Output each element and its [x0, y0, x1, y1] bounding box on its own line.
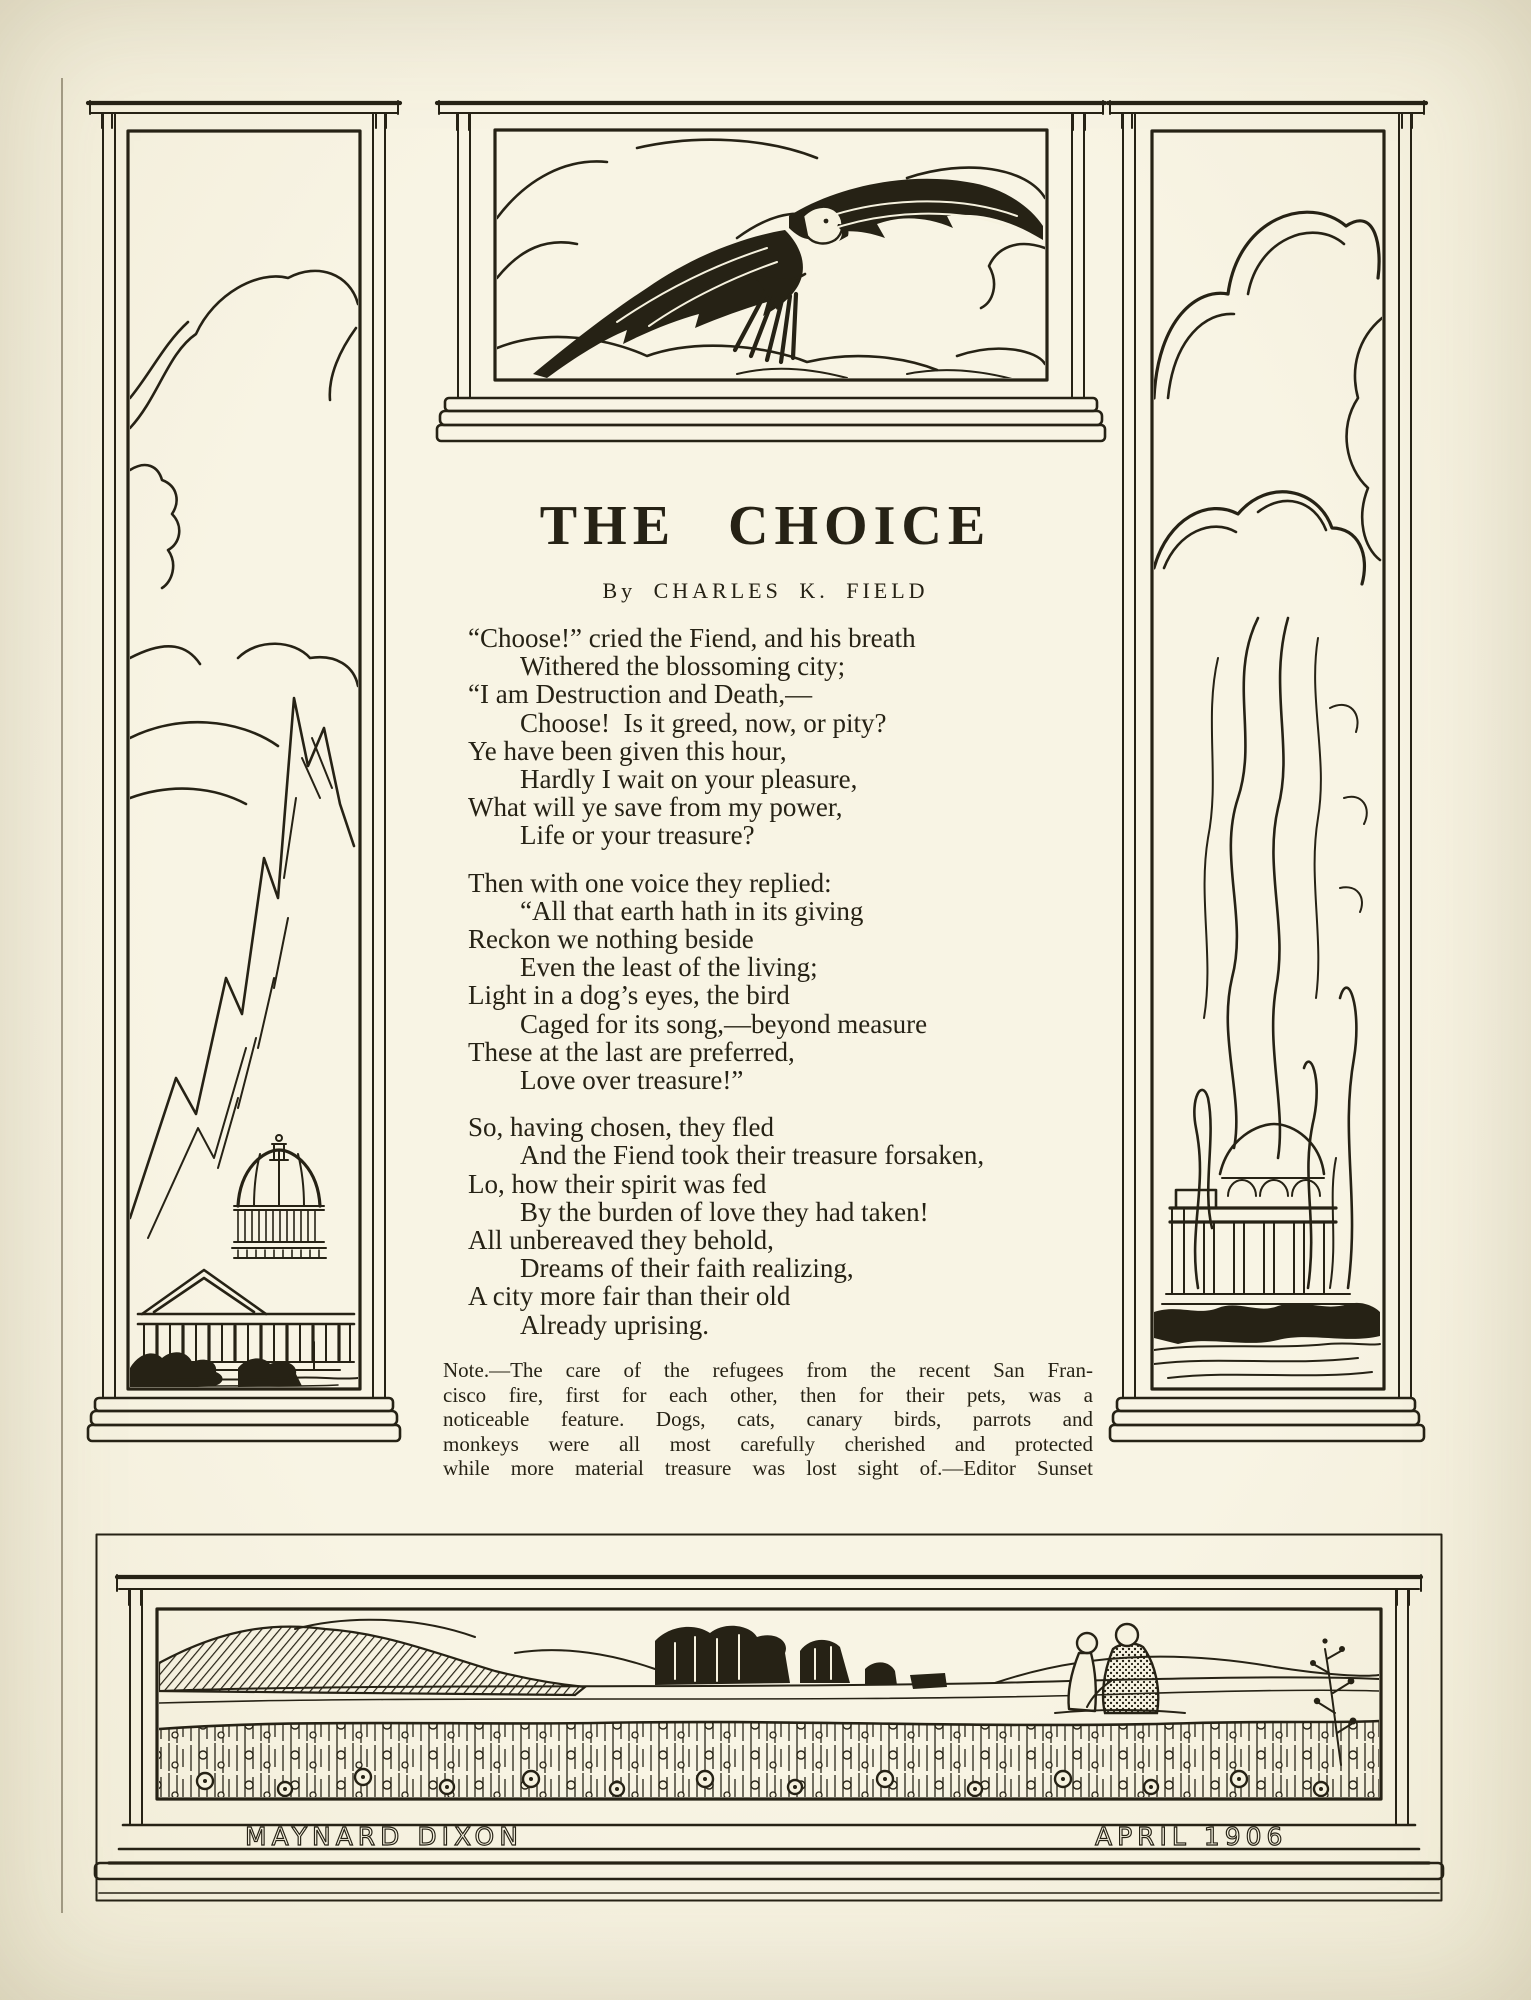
stanza-1 [468, 624, 984, 850]
stanza-2 [468, 869, 984, 1095]
poem-line: These at the last are preferred, [468, 1036, 795, 1067]
note-line: noticeable feature. Dogs, cats, canary birds, parrots and [443, 1407, 1093, 1432]
poem-line: Reckon we nothing beside [468, 924, 754, 955]
poem-line: Love over treasure!” [520, 1065, 744, 1096]
poem-line: Hardly I wait on your pleasure, [520, 764, 858, 795]
poem-line: “Choose!” cried the Fiend, and his breath [468, 623, 916, 653]
poem-text [468, 624, 984, 1358]
poem-byline: By CHARLES K. FIELD [602, 578, 929, 603]
poem-line: Dreams of their faith realizing, [520, 1253, 854, 1284]
poem-title: THE CHOICE [539, 495, 992, 557]
poem-line: “I am Destruction and Death,— [468, 679, 813, 710]
page-edge-shadow [61, 78, 63, 1913]
poem-line: Even the least of the living; [520, 952, 818, 983]
poem-line: Then with one voice they replied: [468, 867, 832, 898]
editor-note [443, 1358, 1093, 1481]
note-line: monkeys were all most carefully cherished and protected [443, 1431, 1093, 1456]
poem-line: Choose! Is it greed, now, or pity? [520, 707, 887, 738]
poem-line: A city more fair than their old [468, 1281, 791, 1312]
artist-signature: MAYNARD DIXON [245, 1822, 523, 1851]
poem-line: And the Fiend took their treasure forsaken, [520, 1140, 985, 1171]
poem-line: By the burden of love they had taken! [520, 1196, 929, 1227]
poem-line: Ye have been given this hour, [468, 735, 787, 766]
poem-line: What will ye save from my power, [468, 792, 843, 823]
poem-line: All unbereaved they behold, [468, 1225, 774, 1256]
top-panel-illustration [437, 98, 1105, 443]
poem-line: Lo, how their spirit was fed [468, 1168, 767, 1199]
poem-line: Already uprising. [520, 1309, 709, 1340]
note-line: Note.—The care of the refugees from the recent San Fran- [443, 1358, 1093, 1382]
poem-line: Light in a dog’s eyes, the bird [468, 980, 790, 1011]
poem-line: Withered the blossoming city; [520, 651, 846, 682]
right-panel-illustration [1108, 98, 1426, 1448]
poem-line: “All that earth hath in its giving [520, 895, 864, 926]
poem-line: Caged for its song,—beyond measure [520, 1008, 928, 1039]
poem-line: So, having chosen, they fled [468, 1112, 774, 1143]
poem-line: Life or your treasure? [520, 820, 755, 851]
bottom-panel-illustration [95, 1533, 1443, 1905]
left-panel-illustration [88, 98, 400, 1448]
date-signature: APRIL 1906 [1095, 1822, 1288, 1851]
stanza-3 [468, 1113, 984, 1339]
note-line: cisco fire, first for each other, then for their pets, was a [443, 1382, 1093, 1407]
note-line: while more material treasure was lost sight of.—Editor Sunset [443, 1456, 1093, 1481]
